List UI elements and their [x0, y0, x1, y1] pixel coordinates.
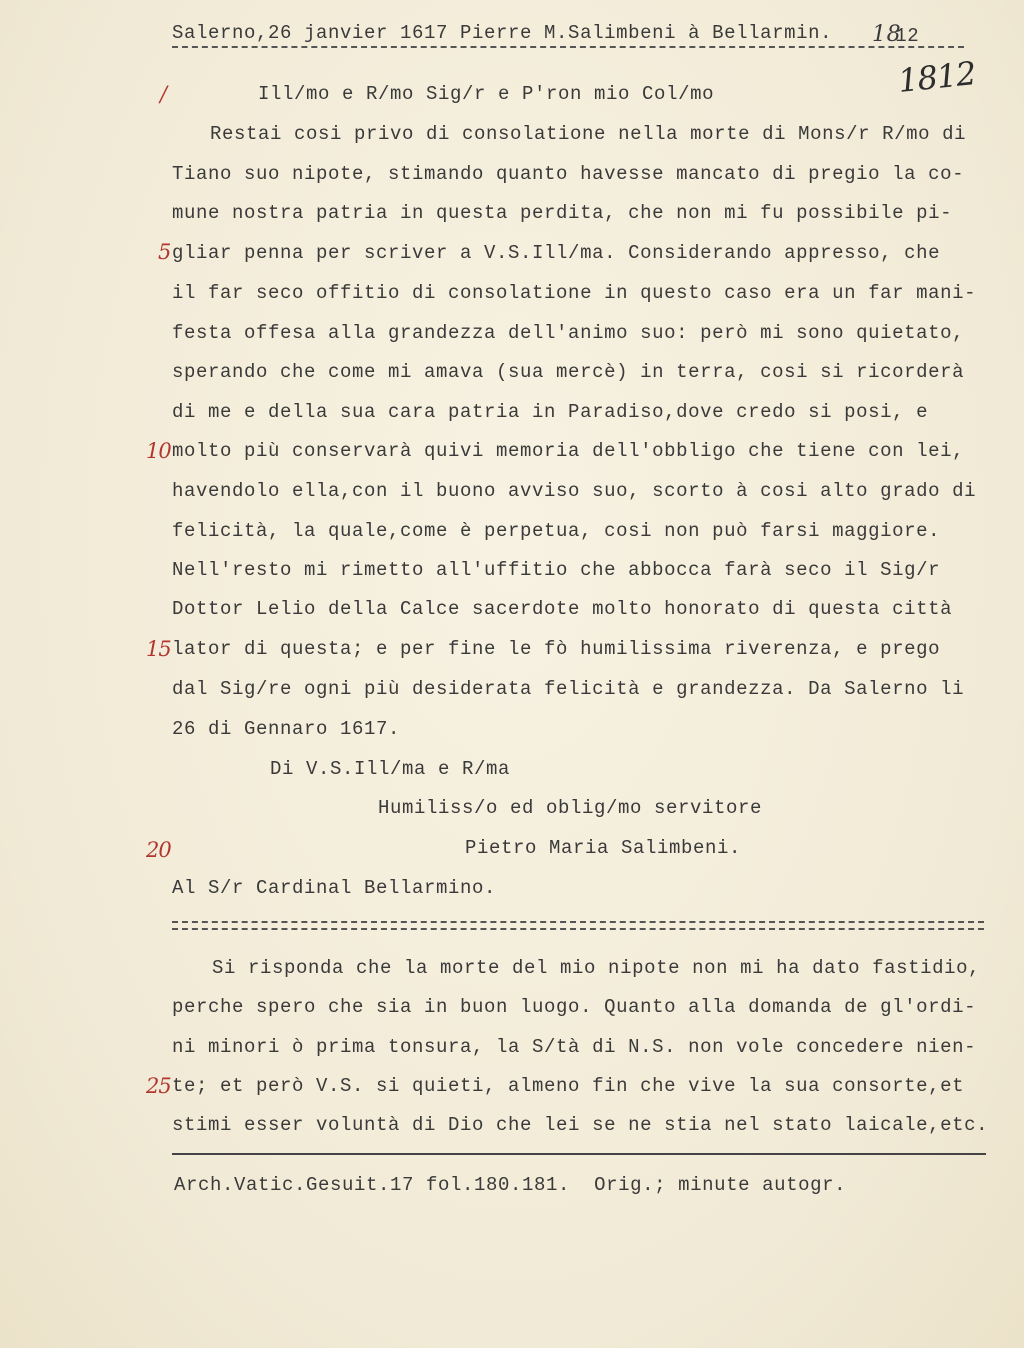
closing-line-1: Di V.S.Ill/ma e R/ma: [270, 758, 511, 780]
letter-line-2: Tiano suo nipote, stimando quanto havesse mancato di pregio la co-: [172, 163, 965, 185]
letter-line-14: lator di questa; e per fine le fò humilissima riverenza, e prego: [172, 638, 941, 660]
page-number-correction: 18: [872, 22, 902, 47]
margin-number-15: 15: [146, 637, 171, 661]
letter-line-6: festa offesa alla grandezza dell'animo suo: però mi sono quietato,: [172, 322, 965, 344]
letter-line-4: gliar penna per scriver a V.S.Ill/ma. Considerando appresso, che: [172, 242, 941, 264]
page-header: [172, 20, 964, 48]
letter-line-11: felicità, la quale,come è perpetua, cosi non può farsi maggiore.: [172, 520, 941, 542]
reply-line-1: Si risponda che la morte del mio nipote non mi ha dato fastidio,: [212, 957, 981, 979]
margin-number-5: 5: [158, 240, 171, 264]
letter-line-7: sperando che come mi amava (sua mercè) in terra, cosi si ricorderà: [172, 361, 965, 383]
address-line: Al S/r Cardinal Bellarmino.: [172, 877, 497, 899]
page-number: [872, 22, 919, 47]
margin-number-20: 20: [146, 838, 171, 862]
reply-line-4: te; et però V.S. si quieti, almeno fin che vive la sua consorte,et: [172, 1075, 965, 1097]
reply-line-2: perche spero che sia in buon luogo. Quanto alla domanda de gl'ordi-: [172, 996, 977, 1018]
salutation: Ill/mo e R/mo Sig/r e P'ron mio Col/mo: [258, 83, 715, 105]
letter-line-3: mune nostra patria in questa perdita, che non mi fu possibile pi-: [172, 202, 953, 224]
reply-line-5: stimi esser voluntà di Dio che lei se ne stia nel stato laicale,etc.: [172, 1114, 989, 1136]
header-rule: [172, 46, 964, 48]
reply-line-3: ni minori ò prima tonsura, la S/tà di N.S. non vole concedere nien-: [172, 1036, 977, 1058]
letter-line-9: molto più conservarà quivi memoria dell'obbligo che tiene con lei,: [172, 440, 965, 462]
signature: Pietro Maria Salimbeni.: [465, 837, 742, 859]
header-title: Salerno,26 janvier 1617 Pierre M.Salimbeni à Bellarmin.: [172, 22, 833, 44]
section-divider: [172, 921, 984, 930]
closing-line-2: Humiliss/o ed oblig/mo servitore: [378, 797, 763, 819]
margin-number-1: /: [160, 82, 167, 106]
letter-line-5: il far seco offitio di consolatione in questo caso era un far mani-: [172, 282, 977, 304]
letter-line-8: di me e della sua cara patria in Paradiso,dove credo si posi, e: [172, 401, 929, 423]
margin-number-10: 10: [146, 439, 171, 463]
letter-line-10: havendolo ella,con il buono avviso suo, scorto à cosi alto grado di: [172, 480, 977, 502]
handwritten-number: 1812: [896, 54, 978, 100]
letter-line-15: dal Sig/re ogni più desiderata felicità e grandezza. Da Salerno li: [172, 678, 965, 700]
source-citation: Arch.Vatic.Gesuit.17 fol.180.181. Orig.; minute autogr.: [174, 1174, 847, 1196]
page-number-value: 12: [895, 25, 920, 47]
letter-line-16: 26 di Gennaro 1617.: [172, 718, 401, 740]
letter-line-12: Nell'resto mi rimetto all'uffitio che abbocca farà seco il Sig/r: [172, 559, 941, 581]
footer-rule: [172, 1153, 986, 1155]
letter-line-1: Restai cosi privo di consolatione nella morte di Mons/r R/mo di: [210, 123, 967, 145]
margin-number-25: 25: [146, 1074, 171, 1098]
letter-line-13: Dottor Lelio della Calce sacerdote molto honorato di questa città: [172, 598, 953, 620]
